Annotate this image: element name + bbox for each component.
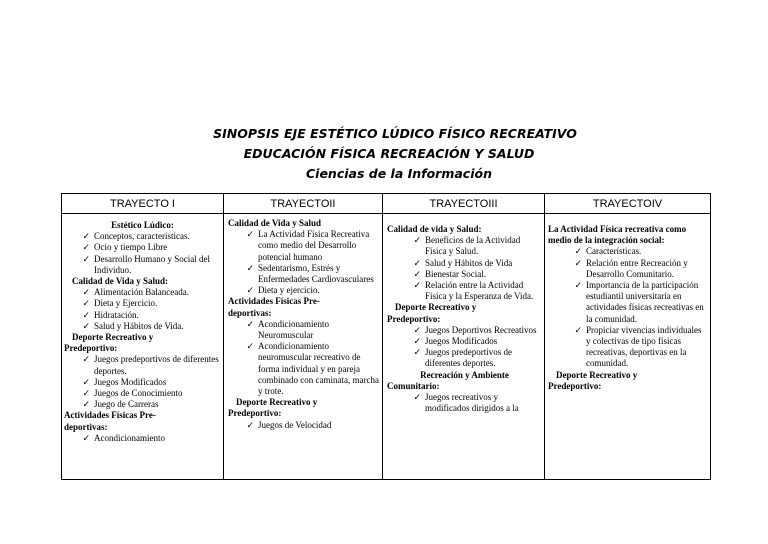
bullet-item: [228, 263, 380, 285]
bullet-list: [64, 231, 221, 276]
checkmark-icon: ✓: [413, 268, 421, 279]
bullet-item: [387, 258, 542, 269]
trayecto-4-cell: [545, 214, 711, 480]
bullet-item: [387, 280, 542, 302]
bullet-text: Beneficios de la Actividad Física y Salud.: [425, 235, 521, 257]
checkmark-icon: ✓: [246, 262, 254, 273]
bullet-list: [228, 229, 380, 296]
checkmark-icon: ✓: [574, 257, 582, 268]
bullet-text: Juegos de Conocimiento: [94, 388, 183, 399]
checkmark-icon: ✓: [413, 347, 421, 358]
bullet-item: [548, 325, 708, 370]
checkmark-icon: ✓: [246, 419, 254, 430]
section-heading: Deporte Recreativo y: [236, 397, 318, 408]
bullet-text: Juegos Modificados: [425, 336, 498, 347]
section-heading: Predeportivo:: [387, 313, 441, 324]
bullet-item: [387, 392, 542, 414]
bullet-item: [64, 254, 221, 276]
bullet-item: [64, 287, 221, 298]
section-heading: Predeportivo:: [228, 408, 282, 419]
checkmark-icon: ✓: [82, 354, 90, 365]
bullet-text: Conceptos, características.: [94, 231, 190, 242]
bullet-item: [228, 420, 380, 431]
bullet-text: Salud y Hábitos de Vida: [425, 257, 513, 268]
synopsis-table: [61, 193, 711, 480]
section-heading: deportivas:: [64, 421, 108, 432]
column-header: TRAYECTOII: [224, 194, 383, 214]
bullet-item: [387, 347, 542, 369]
checkmark-icon: ✓: [413, 257, 421, 268]
bullet-item: [387, 325, 542, 336]
bullet-list: [64, 354, 221, 410]
bullet-text: Juegos predeportivos de diferentes deportes.: [425, 347, 512, 369]
bullet-item: [64, 321, 221, 332]
bullet-item: [64, 377, 221, 388]
checkmark-icon: ✓: [413, 392, 421, 403]
bullet-text: Juegos Deportivos Recreativos: [425, 324, 537, 335]
bullet-text: Salud y Hábitos de Vida.: [94, 320, 184, 331]
bullet-list: [387, 392, 542, 414]
bullet-list: [64, 287, 221, 332]
section-heading: Deporte Recreativo y: [72, 332, 154, 343]
bullet-item: [64, 433, 221, 444]
bullet-list: [64, 433, 221, 444]
bullet-text: Alimentación Balanceada.: [94, 287, 189, 298]
title-line-1: SINOPSIS EJE ESTÉTICO LÚDICO FÍSICO RECREATIVO: [213, 126, 577, 141]
bullet-text: Hidratación.: [94, 309, 139, 320]
bullet-item: [228, 341, 380, 397]
checkmark-icon: ✓: [82, 287, 90, 298]
bullet-text: Importancia de la participación estudiantil universitaria en actividades físicas recreativas en la comunidad.: [586, 280, 704, 324]
title-block: [200, 124, 590, 184]
bullet-item: [64, 399, 221, 410]
checkmark-icon: ✓: [413, 324, 421, 335]
bullet-item: [548, 280, 708, 325]
bullet-text: Acondicionamiento Neuromuscular: [258, 318, 329, 341]
bullet-text: Acondicionamiento: [94, 432, 165, 443]
bullet-text: Bienestar Social.: [425, 268, 486, 279]
bullet-list: [228, 420, 380, 431]
section-heading: Actividades Físicas Pre-: [64, 410, 156, 421]
bullet-text: Características.: [586, 246, 642, 257]
column-header: TRAYECTOIII: [383, 194, 545, 214]
trayecto-3-cell: [383, 214, 545, 480]
bullet-item: [228, 319, 380, 341]
title-line-2: EDUCACIÓN FÍSICA RECREACIÓN Y SALUD: [243, 146, 535, 161]
section-heading: Comunitario:: [387, 380, 440, 391]
bullet-text: Juegos de Velocidad: [258, 419, 332, 430]
checkmark-icon: ✓: [246, 318, 254, 329]
checkmark-icon: ✓: [82, 242, 90, 253]
section-heading: Calidad de Vida y Salud: [228, 218, 322, 228]
bullet-text: Desarrollo Humano y Social del Individuo.: [94, 253, 210, 275]
section-heading: Deporte Recreativo y: [395, 302, 477, 313]
section-heading: Actividades Físicas Pre-: [228, 296, 320, 307]
checkmark-icon: ✓: [246, 341, 254, 352]
bullet-item: [548, 246, 708, 257]
bullet-text: Juego de Carreras: [94, 399, 159, 410]
checkmark-icon: ✓: [82, 399, 90, 410]
content-row: [62, 214, 711, 480]
section-heading: Deporte Recreativo y: [556, 369, 638, 380]
section-heading: Predeportivo:: [548, 380, 602, 391]
checkmark-icon: ✓: [82, 231, 90, 242]
column-header: TRAYECTO I: [62, 194, 224, 214]
checkmark-icon: ✓: [82, 320, 90, 331]
bullet-item: [64, 298, 221, 309]
bullet-text: Juegos predeportivos de diferentes deportes.: [94, 354, 219, 376]
bullet-item: [64, 310, 221, 321]
bullet-item: [64, 242, 221, 253]
bullet-text: Dieta y Ejercicio.: [94, 298, 158, 309]
bullet-text: Juegos recreativos y modificados dirigidos a la: [425, 392, 519, 414]
section-heading: La Actividad Física recreativa como medio de la integración social:: [548, 224, 687, 246]
checkmark-icon: ✓: [574, 246, 582, 257]
trayecto-2-cell: [224, 214, 383, 480]
bullet-list: [387, 235, 542, 302]
bullet-text: Relación entre la Actividad Física y la Esperanza de Vida.: [425, 280, 534, 302]
checkmark-icon: ✓: [82, 432, 90, 443]
bullet-text: La Actividad Física Recreativa como medio del Desarrollo potencial humano: [258, 229, 370, 262]
bullet-item: [64, 354, 221, 376]
checkmark-icon: ✓: [574, 324, 582, 335]
bullet-item: [64, 388, 221, 399]
title-line-3: Ciencias de la Información: [306, 166, 492, 181]
bullet-text: Propiciar vivencias individuales y colectivas de tipo físicas recreativas, deportivas en la comunidad.: [586, 324, 702, 369]
bullet-text: Ocio y tiempo Libre: [94, 242, 168, 253]
checkmark-icon: ✓: [574, 280, 582, 291]
bullet-text: Sedentarismo, Estrés y Enfermedades Cardiovasculares: [258, 262, 374, 285]
section-heading: Calidad de Vida y Salud:: [72, 276, 169, 287]
checkmark-icon: ✓: [82, 376, 90, 387]
trayecto-1-cell: [62, 214, 224, 480]
checkmark-icon: ✓: [246, 285, 254, 296]
bullet-item: [64, 231, 221, 242]
header-row: [62, 194, 711, 214]
bullet-item: [228, 285, 380, 296]
bullet-list: [228, 319, 380, 397]
bullet-text: Acondicionamiento neuromuscular recreativo de forma individual y en pareja combinado con caminata, marcha y trote.: [258, 341, 379, 397]
section-heading: Predeportivo:: [64, 343, 118, 354]
section-heading: deportivas:: [228, 307, 272, 318]
section-heading: Recreación y Ambiente: [420, 369, 509, 380]
bullet-item: [548, 258, 708, 280]
checkmark-icon: ✓: [82, 298, 90, 309]
bullet-list: [387, 325, 542, 370]
column-header: TRAYECTOIV: [545, 194, 711, 214]
section-heading: Calidad de vida y Salud:: [387, 224, 482, 234]
bullet-item: [387, 336, 542, 347]
checkmark-icon: ✓: [246, 229, 254, 240]
bullet-item: [228, 229, 380, 263]
checkmark-icon: ✓: [82, 309, 90, 320]
bullet-text: Juegos Modificados: [94, 376, 167, 387]
checkmark-icon: ✓: [413, 280, 421, 291]
checkmark-icon: ✓: [413, 235, 421, 246]
bullet-item: [387, 269, 542, 280]
checkmark-icon: ✓: [82, 253, 90, 264]
checkmark-icon: ✓: [413, 336, 421, 347]
section-heading: Estético Lúdico:: [111, 220, 174, 230]
bullet-item: [387, 235, 542, 257]
bullet-text: Dieta y ejercicio.: [258, 285, 320, 296]
bullet-list: [548, 246, 708, 369]
checkmark-icon: ✓: [82, 388, 90, 399]
bullet-text: Relación entre Recreación y Desarrollo Comunitario.: [586, 257, 688, 279]
